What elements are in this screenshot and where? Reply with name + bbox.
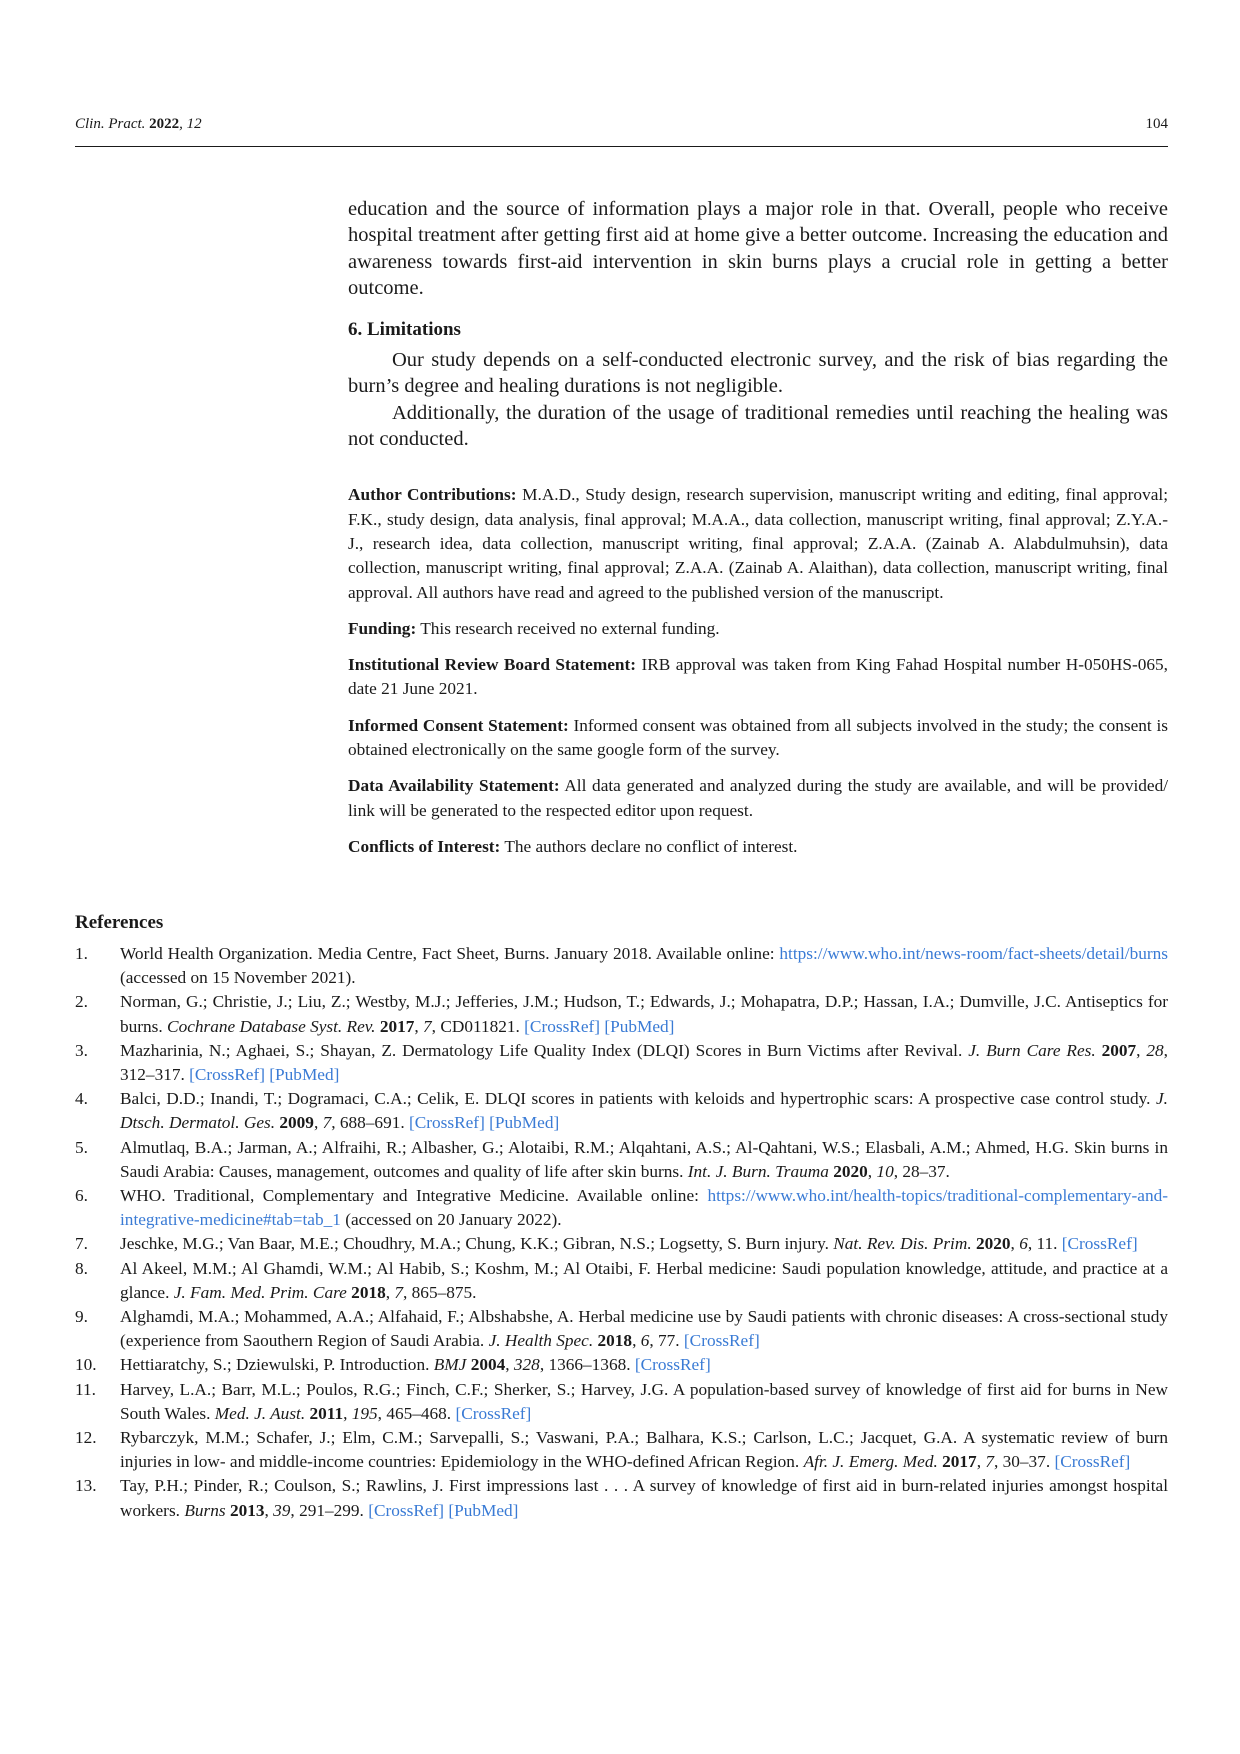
reference-volume: 10: [876, 1161, 894, 1181]
crossref-link[interactable]: [CrossRef]: [524, 1016, 601, 1036]
reference-authors: Harvey, L.A.; Barr, M.L.; Poulos, R.G.; Finch, C.F.; Sherker, S.; Harvey, J.G. A population-based survey of knowledge of first aid for burns in New South Wales.: [120, 1379, 1168, 1423]
reference-authors: WHO. Traditional, Complementary and Integrative Medicine. Available online:: [120, 1186, 708, 1206]
statement-label: Conflicts of Interest:: [348, 836, 501, 856]
reference-year: 2020: [833, 1161, 868, 1181]
reference-accessed: (accessed on 15 November 2021).: [120, 968, 356, 988]
reference-year: 2017: [379, 1016, 415, 1036]
journal-name: Clin. Pract.: [75, 116, 146, 132]
reference-pages: , 77.: [649, 1331, 684, 1351]
reference-text: Tay, P.H.; Pinder, R.; Coulson, S.; Rawlins, J. First impressions last . . . A survey of knowledge of first aid in burn-related injuries amongst hospital workers. Burns 2013, 39, 291–299. [CrossRef] [PubMed]: [120, 1476, 1168, 1520]
reference-journal: Burns: [184, 1500, 226, 1520]
reference-volume: 328: [513, 1355, 540, 1375]
crossref-link[interactable]: [CrossRef]: [1054, 1452, 1131, 1472]
reference-pages: , CD011821.: [431, 1016, 525, 1036]
reference-pages: , 312–317.: [120, 1040, 1168, 1085]
reference-journal: J. Health Spec.: [488, 1331, 594, 1351]
reference-number: 9.: [75, 1307, 88, 1327]
reference-item: [75, 990, 1168, 1038]
statement-text: This research received no external funding.: [416, 618, 720, 638]
reference-number: 11.: [75, 1379, 96, 1399]
reference-text: [120, 1184, 1168, 1232]
reference-item: [75, 1426, 1168, 1474]
main-column: [348, 196, 1168, 871]
journal-year: 2022: [149, 116, 180, 132]
reference-number: 6.: [75, 1186, 88, 1206]
reference-text: Rybarczyk, M.M.; Schafer, J.; Elm, C.M.; Sarvepalli, S.; Vaswani, P.A.; Balhara, K.S.; Carlson, L.C.; Jacquet, G.A. A systematic review of burn injuries in low- and middle-income countries: Epidemiology in the WHO-defined African Region. Afr. J. Emerg. Med. 2017, 7, 30–37. [CrossRef]: [120, 1428, 1168, 1472]
reference-link[interactable]: https://www.who.int/news-room/fact-sheets/detail/burns: [779, 944, 1168, 963]
statement-label: Data Availability Statement:: [348, 776, 560, 796]
reference-journal: Cochrane Database Syst. Rev.: [167, 1016, 376, 1036]
reference-journal: Afr. J. Emerg. Med.: [803, 1452, 938, 1472]
crossref-link[interactable]: [CrossRef]: [408, 1113, 485, 1133]
reference-year: 2018: [351, 1282, 386, 1302]
pubmed-link[interactable]: [PubMed]: [604, 1016, 675, 1036]
reference-link[interactable]: https://www.who.int/health-topics/traditional-complementary-and-integrative-medicine#tab=tab_1: [120, 1186, 1168, 1230]
reference-number: 3.: [75, 1040, 88, 1060]
reference-text: Alghamdi, M.A.; Mohammed, A.A.; Alfahaid, F.; Albshabshe, A. Herbal medicine use by Saudi patients with chronic diseases: A cross-sectional study (experience from Saouthern Region of Saudi Arabia. J. Health Spec. 2018, 6, 77. [CrossRef]: [120, 1307, 1168, 1351]
reference-year: 2004: [470, 1355, 506, 1375]
reference-authors: Mazharinia, N.; Aghaei, S.; Shayan, Z. Dermatology Life Quality Index (DLQI) Scores in Burn Victims after Revival.: [120, 1040, 969, 1060]
reference-journal: BMJ: [433, 1355, 467, 1375]
reference-text: [120, 942, 1168, 990]
reference-volume: 195: [351, 1403, 378, 1423]
reference-pages: , 11.: [1027, 1234, 1062, 1254]
reference-journal: Med. J. Aust.: [214, 1403, 306, 1423]
reference-number: 10.: [75, 1355, 97, 1375]
reference-item: [75, 1353, 1168, 1377]
reference-journal: Int. J. Burn. Trauma: [687, 1161, 829, 1181]
reference-volume: 6: [1019, 1234, 1028, 1254]
reference-text: Harvey, L.A.; Barr, M.L.; Poulos, R.G.; Finch, C.F.; Sherker, S.; Harvey, J.G. A population-based survey of knowledge of first aid for burns in New South Wales. Med. J. Aust. 2011, 195, 465–468. [CrossRef]: [120, 1379, 1168, 1423]
statement-label: Funding:: [348, 618, 417, 638]
consent-statement: [348, 714, 1168, 763]
reference-journal: Nat. Rev. Dis. Prim.: [833, 1234, 972, 1254]
data-availability-statement: [348, 774, 1168, 823]
statement-text: All data generated and analyzed during the study are available, and will be provided/ link will be generated to the respected editor upon request.: [348, 776, 1169, 820]
reference-year: 2007: [1101, 1040, 1137, 1060]
page-number: 104: [1145, 116, 1168, 132]
crossref-link[interactable]: [CrossRef]: [683, 1331, 760, 1351]
reference-journal: J. Fam. Med. Prim. Care: [173, 1282, 347, 1302]
reference-authors: Alghamdi, M.A.; Mohammed, A.A.; Alfahaid, F.; Albshabshe, A. Herbal medicine use by Saudi patients with chronic diseases: A cross-sectional study (experience from Saouthern Region of Saudi Arabia.: [120, 1307, 1168, 1351]
journal-volume: , 12: [179, 116, 202, 132]
reference-item: [75, 1039, 1168, 1087]
crossref-link[interactable]: [CrossRef]: [368, 1500, 445, 1520]
body-paragraph: Our study depends on a self-conducted electronic survey, and the risk of bias regarding the burn’s degree and healing durations is not negligible.: [348, 349, 1168, 398]
reference-item: [75, 1474, 1168, 1522]
reference-text: Jeschke, M.G.; Van Baar, M.E.; Choudhry, M.A.; Chung, K.K.; Gibran, N.S.; Logsetty, S. Burn injury. Nat. Rev. Dis. Prim. 2020, 6, 11. [CrossRef]: [120, 1234, 1138, 1254]
reference-authors: Norman, G.; Christie, J.; Liu, Z.; Westby, M.J.; Jefferies, J.M.; Hudson, T.; Edwards, J.; Mohapatra, D.P.; Hassan, I.A.; Dumville, J.C. Antiseptics for burns.: [120, 992, 1168, 1036]
reference-year: 2017: [942, 1452, 977, 1472]
reference-number: 5.: [75, 1137, 88, 1157]
reference-pages: , 291–299.: [290, 1500, 369, 1520]
reference-journal: J. Dtsch. Dermatol. Ges.: [120, 1089, 1168, 1133]
reference-volume: 7: [423, 1016, 432, 1036]
reference-authors: Jeschke, M.G.; Van Baar, M.E.; Choudhry, M.A.; Chung, K.K.; Gibran, N.S.; Logsetty, S. Burn injury.: [120, 1234, 834, 1254]
reference-authors: Al Akeel, M.M.; Al Ghamdi, W.M.; Al Habib, S.; Koshm, M.; Al Otaibi, F. Herbal medicine: Saudi population knowledge, attitude, and practice at a glance.: [120, 1258, 1168, 1302]
reference-authors: Rybarczyk, M.M.; Schafer, J.; Elm, C.M.; Sarvepalli, S.; Vaswani, P.A.; Balhara, K.S.; Carlson, L.C.; Jacquet, G.A. A systematic review of burn injuries in low- and middle-income countries: Epidemiology in the WHO-defined African Region.: [120, 1428, 1168, 1472]
reference-number: 2.: [75, 992, 88, 1012]
reference-pages: , 865–875.: [403, 1282, 477, 1302]
crossref-link[interactable]: [CrossRef]: [189, 1065, 265, 1085]
conflicts-statement: [348, 835, 1168, 859]
reference-item: [75, 1378, 1168, 1426]
body-paragraph: Additionally, the duration of the usage of traditional remedies until reaching the healing was not conducted.: [348, 401, 1168, 451]
reference-number: 8.: [75, 1258, 88, 1278]
reference-volume: 7: [322, 1113, 332, 1133]
statement-label: Institutional Review Board Statement:: [348, 655, 637, 675]
reference-pages: , 28–37.: [893, 1161, 950, 1181]
crossref-link[interactable]: [CrossRef]: [634, 1355, 711, 1375]
reference-text: Balci, D.D.; Inandi, T.; Dogramaci, C.A.; Celik, E. DLQI scores in patients with keloids and hypertrophic scars: A prospective case control study. J. Dtsch. Dermatol. Ges. 2009, 7, 688–691. [CrossRef] [PubMed]: [120, 1089, 1168, 1133]
section-title: 6. Limitations: [348, 319, 461, 341]
reference-accessed: (accessed on 20 January 2022).: [340, 1210, 562, 1230]
reference-authors: Almutlaq, B.A.; Jarman, A.; Alfraihi, R.; Albasher, G.; Alotaibi, R.M.; Alqahtani, A.S.; Al-Qahtani, W.S.; Elasbali, A.M.; Ahmed, H.G. Skin burns in Saudi Arabia: Causes, management, outcomes and quality of life after skin burns.: [120, 1137, 1168, 1181]
reference-year: 2011: [309, 1403, 344, 1423]
journal-citation: [75, 116, 202, 133]
reference-authors: Tay, P.H.; Pinder, R.; Coulson, S.; Rawlins, J. First impressions last . . . A survey of knowledge of first aid in burn-related injuries amongst hospital workers.: [120, 1476, 1168, 1520]
reference-authors: Balci, D.D.; Inandi, T.; Dogramaci, C.A.; Celik, E. DLQI scores in patients with keloids and hypertrophic scars: A prospective case control study.: [120, 1089, 1156, 1109]
reference-volume: 7: [985, 1452, 994, 1472]
references-title: References: [75, 912, 164, 933]
reference-number: 13.: [75, 1476, 97, 1496]
funding-statement: [348, 617, 1168, 641]
reference-number: 7.: [75, 1234, 88, 1254]
reference-item: [75, 1136, 1168, 1184]
statement-text: Informed consent was obtained from all subjects involved in the study; the consent is obtained electronically on the same google form of the survey.: [348, 715, 1168, 760]
reference-item: [75, 1232, 1168, 1256]
reference-authors: World Health Organization. Media Centre, Fact Sheet, Burns. January 2018. Available online:: [120, 944, 780, 963]
reference-text: Norman, G.; Christie, J.; Liu, Z.; Westby, M.J.; Jefferies, J.M.; Hudson, T.; Edwards, J.; Mohapatra, D.P.; Hassan, I.A.; Dumville, J.C. Antiseptics for burns. Cochrane Database Syst. Rev. 2017, 7, CD011821. [CrossRef] [PubMed]: [120, 992, 1168, 1036]
reference-pages: , 30–37.: [993, 1452, 1055, 1472]
reference-item: [75, 1087, 1168, 1135]
reference-number: 1.: [75, 944, 88, 963]
reference-pages: , 465–468.: [377, 1403, 456, 1423]
reference-journal: J. Burn Care Res.: [968, 1040, 1096, 1060]
statement-text: IRB approval was taken from King Fahad Hospital number H-050HS-065, date 21 June 2021.: [348, 655, 1168, 699]
reference-item: [75, 1257, 1168, 1305]
reference-text: Hettiaratchy, S.; Dziewulski, P. Introduction. BMJ 2004, 328, 1366–1368. [CrossRef]: [120, 1355, 711, 1375]
reference-number: 12.: [75, 1428, 97, 1448]
pubmed-link[interactable]: [PubMed]: [269, 1065, 340, 1085]
irb-statement: [348, 653, 1168, 702]
pubmed-link[interactable]: [PubMed]: [489, 1113, 560, 1133]
reference-year: 2018: [597, 1331, 633, 1351]
reference-volume: 6: [640, 1331, 650, 1351]
reference-text: Al Akeel, M.M.; Al Ghamdi, W.M.; Al Habib, S.; Koshm, M.; Al Otaibi, F. Herbal medicine: Saudi population knowledge, attitude, and practice at a glance. J. Fam. Med. Prim. Care 2018, 7, 865–875.: [120, 1258, 1168, 1302]
reference-volume: 39: [273, 1500, 291, 1520]
statement-text: M.A.D., Study design, research supervision, manuscript writing and editing, final approval; F.K., study design, data analysis, final approval; M.A.A., data collection, manuscript writing, final approval; Z.Y.A.-J., research idea, data collection, manuscript writing, final approval; Z.A.A. (Zainab A. Alabdulmuhsin), data collection, manuscript writing, final approval; Z.A.A. (Zainab A. Alaithan), data collection, manuscript writing, final approval. All authors have read and agreed to the published version of the manuscript.: [348, 485, 1168, 602]
reference-item: [75, 1305, 1168, 1353]
statement-text: The authors declare no conflict of interest.: [500, 836, 798, 856]
reference-authors: Hettiaratchy, S.; Dziewulski, P. Introduction.: [120, 1355, 434, 1375]
reference-year: 2013: [229, 1500, 265, 1520]
reference-volume: 28: [1146, 1040, 1164, 1060]
running-header: [75, 116, 1168, 133]
pubmed-link[interactable]: [PubMed]: [448, 1500, 519, 1520]
statement-label: Informed Consent Statement:: [348, 715, 569, 735]
crossref-link[interactable]: [CrossRef]: [1061, 1234, 1138, 1254]
reference-text: Almutlaq, B.A.; Jarman, A.; Alfraihi, R.; Albasher, G.; Alotaibi, R.M.; Alqahtani, A.S.; Al-Qahtani, W.S.; Elasbali, A.M.; Ahmed, H.G. Skin burns in Saudi Arabia: Causes, management, outcomes and quality of life after skin burns. Int. J. Burn. Trauma 2020, 10, 28–37.: [120, 1137, 1168, 1181]
reference-number: 4.: [75, 1089, 88, 1109]
reference-pages: , 1366–1368.: [539, 1355, 635, 1375]
references-section: [75, 912, 1168, 1523]
reference-year: 2020: [975, 1234, 1011, 1254]
header-rule: [75, 146, 1168, 147]
reference-year: 2009: [279, 1113, 314, 1133]
reference-item: [75, 1184, 1168, 1232]
statement-label: Author Contributions:: [348, 485, 517, 505]
crossref-link[interactable]: [CrossRef]: [455, 1403, 532, 1423]
reference-text: Mazharinia, N.; Aghaei, S.; Shayan, Z. Dermatology Life Quality Index (DLQI) Scores in Burn Victims after Revival. J. Burn Care Res. 2007, 28, 312–317. [CrossRef] [PubMed]: [120, 1040, 1168, 1085]
reference-pages: , 688–691.: [331, 1113, 409, 1133]
author-contributions: [348, 483, 1168, 604]
reference-item: [75, 942, 1168, 990]
body-paragraph: education and the source of information plays a major role in that. Overall, people who receive hospital treatment after getting first aid at home give a better outcome. Increasing the education and awareness towards first-aid intervention in skin burns plays a crucial role in getting a better outcome.: [348, 198, 1168, 299]
reference-volume: 7: [394, 1282, 404, 1302]
